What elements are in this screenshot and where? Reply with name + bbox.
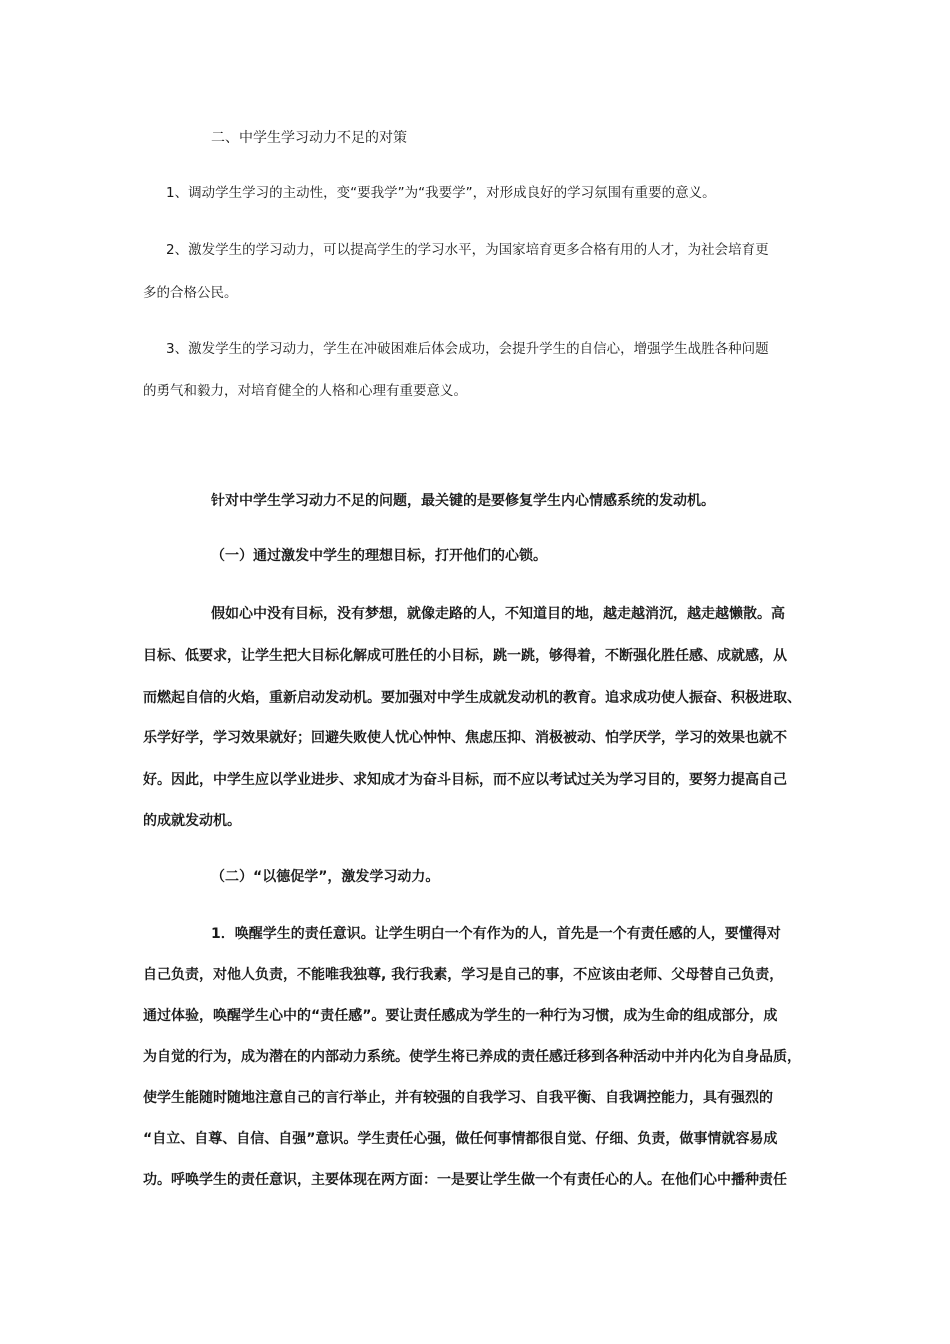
paragraph-1: 1、调动学生学习的主动性，变“要我学”为“我要学”，对形成良好的学习氛围有重要的意义。	[166, 185, 716, 201]
subsection-2-heading: （二）“以德促学”，激发学习动力。	[211, 869, 440, 885]
subsection-2-line-2: 自己负责，对他人负责，不能唯我独尊, 我行我素，学习是自己的事，不应该由老师、父母替自己负责，	[143, 967, 784, 983]
subsection-1-heading: （一）通过激发中学生的理想目标，打开他们的心锁。	[211, 548, 547, 564]
subsection-2-line-3: 通过体验，唤醒学生心中的“责任感”。要让责任感成为学生的一种行为习惯，成为生命的组成部分，成	[143, 1008, 778, 1024]
paragraph-3-line-1: 3、激发学生的学习动力，学生在冲破困难后体会成功，会提升学生的自信心，增强学生战胜各种问题	[166, 341, 769, 357]
subsection-1-line-3: 而燃起自信的火焰，重新启动发动机。要加强对中学生成就发动机的教育。追求成功使人振奋、积极进取、	[143, 690, 801, 706]
paragraph-3-line-2: 的勇气和毅力，对培育健全的人格和心理有重要意义。	[143, 383, 467, 399]
subsection-2-line-4: 为自觉的行为，成为潜在的内部动力系统。使学生将已养成的责任感迁移到各种活动中并内化为自身品质，	[143, 1049, 801, 1065]
paragraph-2-line-1: 2、激发学生的学习动力，可以提高学生的学习水平，为国家培育更多合格有用的人才，为社会培育更	[166, 242, 769, 258]
subsection-2-line-5: 使学生能随时随地注意自己的言行举止，并有较强的自我学习、自我平衡、自我调控能力，具有强烈的	[143, 1090, 773, 1106]
section-heading: 二、中学生学习动力不足的对策	[211, 130, 407, 146]
subsection-2-line-1: 1．唤醒学生的责任意识。让学生明白一个有作为的人，首先是一个有责任感的人，要懂得对	[211, 926, 781, 942]
strategies-intro: 针对中学生学习动力不足的问题，最关键的是要修复学生内心情感系统的发动机。	[211, 493, 715, 509]
paragraph-2-line-2: 多的合格公民。	[143, 285, 238, 301]
subsection-1-line-2: 目标、低要求，让学生把大目标化解成可胜任的小目标，跳一跳，够得着，不断强化胜任感、成就感，从	[143, 648, 787, 664]
subsection-1-line-6: 的成就发动机。	[143, 813, 241, 829]
subsection-1-line-1: 假如心中没有目标，没有梦想，就像走路的人，不知道目的地，越走越消沉，越走越懒散。高	[211, 606, 785, 622]
subsection-1-line-5: 好。因此，中学生应以学业进步、求知成才为奋斗目标，而不应以考试过关为学习目的，要努力提高自己	[143, 772, 787, 788]
subsection-2-line-6: “自立、自尊、自信、自强”意识。学生责任心强，做任何事情都很自觉、仔细、负责，做事情就容易成	[143, 1131, 778, 1147]
subsection-1-line-4: 乐学好学，学习效果就好；回避失败使人忧心忡忡、焦虑压抑、消极被动、怕学厌学，学习的效果也就不	[143, 730, 787, 746]
subsection-2-line-7: 功。呼唤学生的责任意识，主要体现在两方面：一是要让学生做一个有责任心的人。在他们心中播种责任	[143, 1172, 787, 1188]
